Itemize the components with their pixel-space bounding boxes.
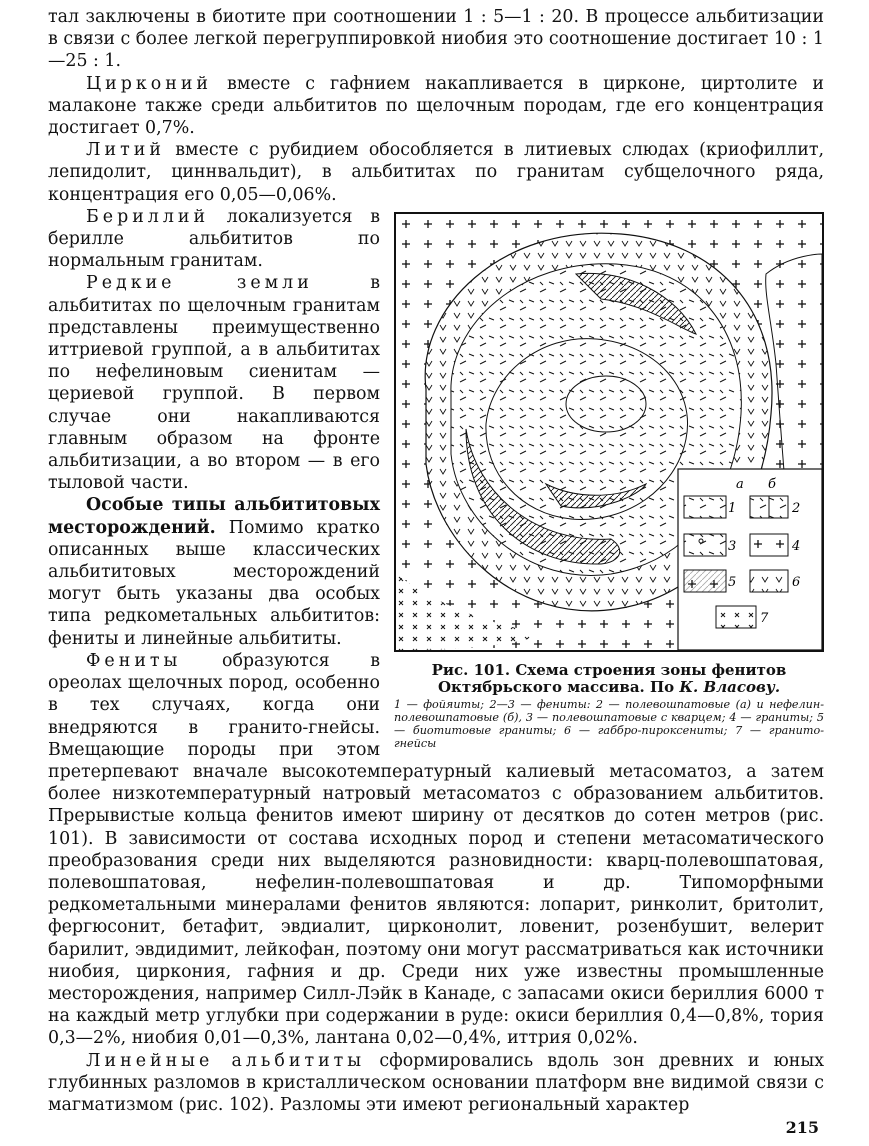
legend-num-6: 6 [792, 574, 801, 590]
paragraph-zirconium-text: вместе с гафнием накапливается в цирконе, циртолите и малаконе также среди альбититов по щелочным породам, где его концентрация достигает 0,7%. [48, 73, 824, 139]
figure-caption-author: К. Власову. [679, 677, 781, 696]
legend-header-a: а [736, 476, 744, 492]
term-linear-albitites: Линейные альбититы [86, 1050, 366, 1071]
fenite-zone-map [396, 214, 822, 650]
paragraph-zirconium [48, 73, 824, 140]
paragraph-linear-albitites [48, 1050, 824, 1117]
figure-legend: 1 — фойяиты; 2—3 — фениты: 2 — полевошпатовые (а) и нефелин-полевошпатовые (б), 3 — полевошпатовые с кварцем; 4 — граниты; 5 — биотитовые граниты; 6 — габбро-пироксениты; 7 — гранито-гнейсы [394, 697, 824, 750]
term-lithium: Литий [86, 140, 165, 161]
figure-map [394, 212, 824, 652]
legend-num-3: 3 [728, 538, 737, 554]
legend-num-7: 7 [760, 610, 769, 626]
term-rare-earths: Редкие земли [86, 273, 313, 294]
figure-caption-text: Рис. 101. Схема строения зоны фенитов Октябрьского массива. По [431, 660, 787, 696]
page-body [48, 6, 824, 1116]
figure-caption [394, 662, 824, 696]
paragraph-beryllium-text: локализуется в берилле альбититов по нормальным гранитам. [48, 206, 380, 272]
legend-num-5: 5 [728, 574, 737, 590]
paragraph-lithium-text: вместе с рубидием обособляется в литиевых слюдах (криофиллит, лепидолит, циннвальдит), в альбититах по гранитам субщелочного ряда, концентрация его 0,05—0,06%. [48, 140, 824, 205]
legend-num-4: 4 [792, 538, 801, 554]
legend-num-2: 2 [792, 500, 801, 516]
paragraph-linear-albitites-text: сформировались вдоль зон древних и юных глубинных разломов в кристаллическом основании платформ вне видимой связи с магматизмом (рис. 102). Разломы эти имеют региональный характер [48, 1050, 824, 1115]
paragraph-special-types-text: Помимо кратко описанных выше классических альбититовых месторождений могут быть указаны два особых типа редкометальных альбититов: фениты и линейные альбититы. [48, 517, 380, 649]
legend-num-1: 1 [728, 500, 737, 516]
figure-101 [394, 212, 824, 750]
term-fenites: Фениты [86, 650, 182, 671]
paragraph-rare-earths-text: в альбититах по щелочным гранитам представлены преимущественно иттриевой группой, а в альбититах по нефелиновым сиенитам — цериевой группой. В первом случае они накапливаются главным образом на фронте альбитизации, а во втором — в его тыловой части. [48, 273, 380, 494]
legend-header-b: б [768, 476, 776, 492]
paragraph-1: тал заключены в биотите при соотношении 1 : 5—1 : 20. В процессе альбитизации в связи с более легкой перегруппировкой ниобия это соотношение достигает 10 : 1—25 : 1. [48, 7, 824, 72]
paragraph-fenites-text: образуются в ореолах щелочных пород, особенно в тех случаях, когда они внедряются в гранито-гнейсы. Вмещающие породы при этом претерпевают вначале высокотемпературный калиевый метасоматоз, а затем более низкотемпературный натровый метасоматоз с образованием альбититов. Прерывистые кольца фенитов имеют ширину от десятков до сотен метров (рис. 101). В зависимости от состава исходных пород и степени метасоматического преобразования среди них выделяются разновидности: кварц-полевошпатовая, полевошпатовая, нефелин-полевошпатовая и др. Типоморфными редкометальными минералами фенитов являются: лопарит, ринколит, бритолит, фергюсонит, бетафит, эвдиалит, цирконолит, ловенит, розенбушит, велерит барилит, эвдидимит, лейкофан, поэтому они могут рассматриваться как источники ниобия, циркония, гафния и др. Среди них уже известны промышленные месторождения, например Силл-Лэйк в Канаде, с запасами окиси бериллия 6000 т на каждый метр углубки при содержании в руде: окиси бериллия 0,4—0,8%, тория 0,3—2%, ниобия 0,01—0,3%, лантана 0,02—0,4%, иттрия 0,02%. [48, 650, 824, 1049]
term-beryllium: Бериллий [86, 206, 210, 227]
paragraph-lithium [48, 139, 824, 206]
page-number: 215 [785, 1118, 819, 1137]
heading-special-types: Особые типы альбититовых месторождений. [48, 495, 380, 538]
term-zirconium: Цирконий [86, 73, 213, 94]
